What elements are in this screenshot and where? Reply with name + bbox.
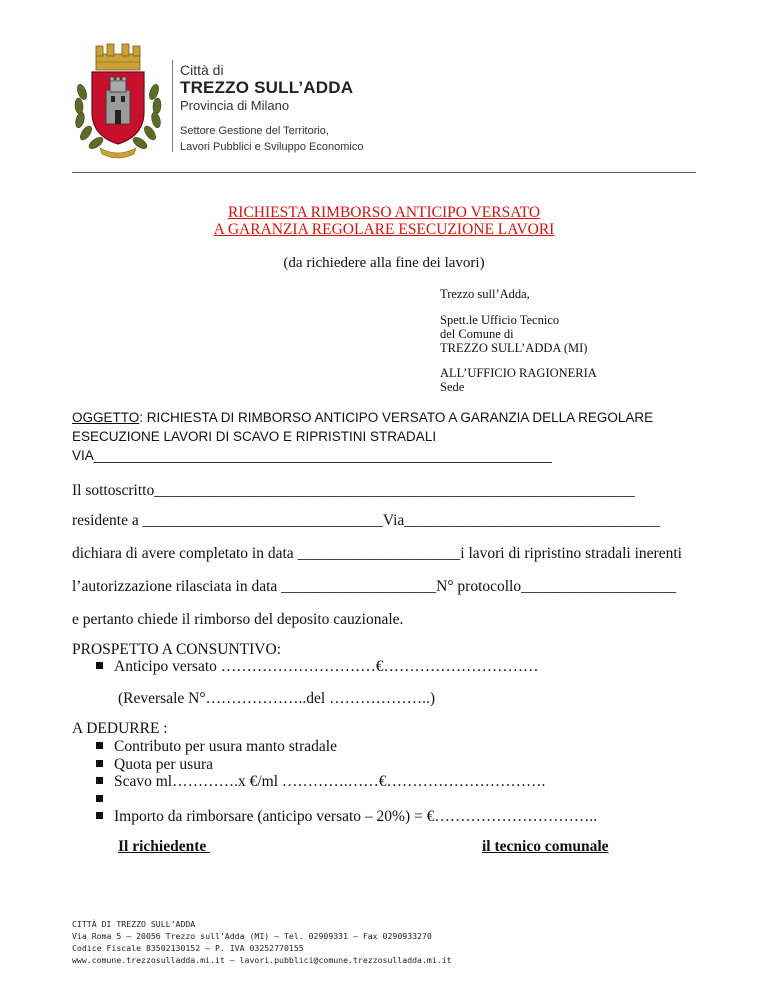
- recipient-line: ALL’UFFICIO RAGIONERIA: [440, 366, 597, 380]
- city-coat-of-arms-logo: [72, 40, 164, 162]
- reversale-line: (Reversale N°………………..del ………………..): [118, 690, 436, 707]
- bullet-icon: [96, 662, 103, 669]
- applicant-signature-label: Il richiedente: [118, 838, 211, 855]
- dedurre-heading: A DEDURRE :: [72, 720, 168, 737]
- prospetto-heading: PROSPETTO A CONSUNTIVO:: [72, 641, 282, 658]
- footer-contact: [72, 918, 452, 966]
- city-name: TREZZO SULL’ADDA: [180, 78, 354, 97]
- bullet-icon: [96, 742, 103, 749]
- sector-line-1: Settore Gestione del Territorio,: [180, 125, 329, 137]
- footer-line: www.comune.trezzosulladda.mi.it – lavori.pubblici@comune.trezzosulladda.mi.it: [72, 955, 452, 965]
- subject-line-1: [72, 408, 712, 427]
- document-subtitle: (da richiedere alla fine dei lavori): [283, 255, 485, 271]
- dedurre-item: [96, 756, 213, 774]
- bullet-icon: [96, 777, 103, 784]
- sector-line-2: Lavori Pubblici e Sviluppo Economico: [180, 141, 364, 153]
- prospetto-item-text: Anticipo versato …………………………€…………………………: [114, 658, 539, 675]
- subject-line-2: ESECUZIONE LAVORI DI SCAVO E RIPRISTINI STRADALI: [72, 429, 437, 444]
- place-date: Trezzo sull’Adda,: [440, 287, 530, 301]
- header-divider-horizontal: [72, 172, 696, 173]
- dedurre-item-text: Quota per usura: [114, 756, 213, 773]
- sector-name: [180, 123, 363, 155]
- dedurre-item: [96, 791, 114, 809]
- residence-field: residente a _______________________________Via_________________________________: [72, 512, 661, 529]
- subject-label: OGGETTO: [72, 410, 140, 425]
- footer-line: Codice Fiscale 83502130152 – P. IVA 03252770155: [72, 943, 304, 953]
- bullet-icon: [96, 760, 103, 767]
- recipient-technical-office: [440, 313, 587, 355]
- document-title-line-2: A GARANZIA REGOLARE ESECUZIONE LAVORI: [213, 221, 555, 238]
- recipient-line: Spett.le Ufficio Tecnico: [440, 313, 560, 327]
- recipient-line: TREZZO SULL’ADDA (MI): [440, 341, 588, 355]
- signatory-name-field: Il sottoscritto______________________________________________________________: [72, 482, 635, 499]
- subject-text: : RICHIESTA DI RIMBORSO ANTICIPO VERSATO A GARANZIA DELLA REGOLARE: [139, 410, 654, 425]
- dedurre-item: [96, 808, 597, 826]
- prospetto-item: [96, 658, 539, 676]
- bullet-icon: [96, 812, 103, 819]
- dedurre-item: [96, 738, 337, 756]
- footer-line: CITTÀ DI TREZZO SULL’ADDA: [72, 919, 196, 929]
- subject-line-3: VIA_____________________________________________________________: [72, 448, 552, 463]
- dedurre-item-text: Contributo per usura manto stradale: [114, 738, 337, 755]
- completion-date-field: dichiara di avere completato in data _____________________i lavori di ripristino stradali inerenti: [72, 545, 682, 562]
- recipient-line: del Comune di: [440, 327, 514, 341]
- footer-line: Via Roma 5 – 20056 Trezzo sull’Adda (MI) – Tel. 02909331 – Fax 0290933270: [72, 931, 432, 941]
- document-title-line-1: RICHIESTA RIMBORSO ANTICIPO VERSATO: [227, 204, 541, 221]
- city-prefix: Città di: [180, 62, 224, 78]
- dedurre-item-text: Scavo ml………….x €/ml ………….……€………………………….: [114, 773, 546, 790]
- dedurre-item: [96, 773, 545, 791]
- header-divider-vertical: [172, 60, 173, 152]
- technician-signature-label: il tecnico comunale: [482, 838, 609, 855]
- dedurre-item-text: Importo da rimborsare (anticipo versato – 20%) = €…………………………..: [114, 808, 598, 825]
- request-statement: e pertanto chiede il rimborso del deposito cauzionale.: [72, 611, 404, 628]
- province-name: Provincia di Milano: [180, 98, 290, 113]
- bullet-icon: [96, 795, 103, 802]
- recipient-accounting-office: [440, 366, 597, 394]
- subject-block: [72, 408, 712, 465]
- recipient-line: Sede: [440, 380, 465, 394]
- authorization-field: l’autorizzazione rilasciata in data ____________________N° protocollo____________________: [72, 578, 677, 595]
